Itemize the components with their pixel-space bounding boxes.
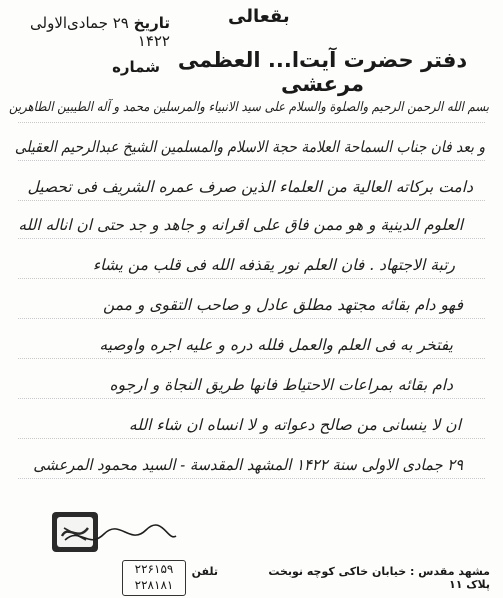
letter-line-4: العلوم الدینیة و هو ممن فاق علی اقرانه و جاهد و جد حتی ان اناله الله xyxy=(18,216,464,234)
phone-numbers xyxy=(122,560,186,596)
date-line xyxy=(20,14,170,50)
letter-line-7: یفتخر به فی العلم والعمل فلله دره و علیه اجره واوصیه xyxy=(99,336,453,354)
phone-2: ۲۲۸۱۸۱ xyxy=(134,578,174,592)
line-rule xyxy=(18,478,485,479)
letter-line-5: رتبة الاجتهاد . فان العلم نور یقذفه الله فی قلب من یشاء xyxy=(92,256,455,274)
date-label: تاریخ xyxy=(133,14,170,32)
line-rule xyxy=(18,358,485,359)
number-label: شماره xyxy=(112,58,160,76)
letter-line-3: دامت برکاته العالیة من العلماء الذین صرف عمره الشریف فی تحصیل xyxy=(27,178,473,196)
signature-scribble xyxy=(60,522,180,552)
header-mark: بقعالی xyxy=(228,6,290,27)
office-title: دفتر حضرت آیت‌ا... العظمی مرعشی xyxy=(177,48,468,96)
line-rule xyxy=(18,278,485,279)
letter-line-8: دام بقائه بمراعات الاحتیاط فانها طریق النجاة و ارجوه xyxy=(109,376,453,394)
footer-address: مشهد مقدس : خیابان خاکی کوچه نوبخت پلاک ۱۱ xyxy=(268,565,490,591)
letter-line-2: و بعد فان جناب السماحة العلامة حجة الاسلام والمسلمین الشیخ عبدالرحیم العقیلی xyxy=(14,138,486,156)
letter-line-9: ان لا ینسانی من صالح دعواته و لا انساه ان شاء الله xyxy=(128,416,461,434)
line-rule xyxy=(18,122,485,123)
line-rule xyxy=(18,318,485,319)
letter-line-6: فهو دام بقائه مجتهد مطلق عادل و صاحب التقوی و ممن xyxy=(102,296,463,314)
line-rule xyxy=(18,438,485,439)
line-rule xyxy=(18,398,485,399)
letter-line-1: بسم الله الرحمن الرحیم والصلوة والسلام علی سید الانبیاء والمرسلین محمد و آله الطیبین الطاهرین xyxy=(8,100,490,115)
line-rule xyxy=(18,160,485,161)
footer-tel-label: تلفن xyxy=(191,565,218,578)
line-rule xyxy=(18,238,485,239)
date-value: ۲۹ جمادی‌الاولی ۱۴۲۲ xyxy=(30,14,170,50)
line-rule xyxy=(18,200,485,201)
phone-1: ۲۲۶۱۵۹ xyxy=(134,562,174,576)
letter-line-10: ۲۹ جمادی الاولی سنة ۱۴۲۲ المشهد المقدسة - السید محمود المرعشی xyxy=(33,456,463,474)
